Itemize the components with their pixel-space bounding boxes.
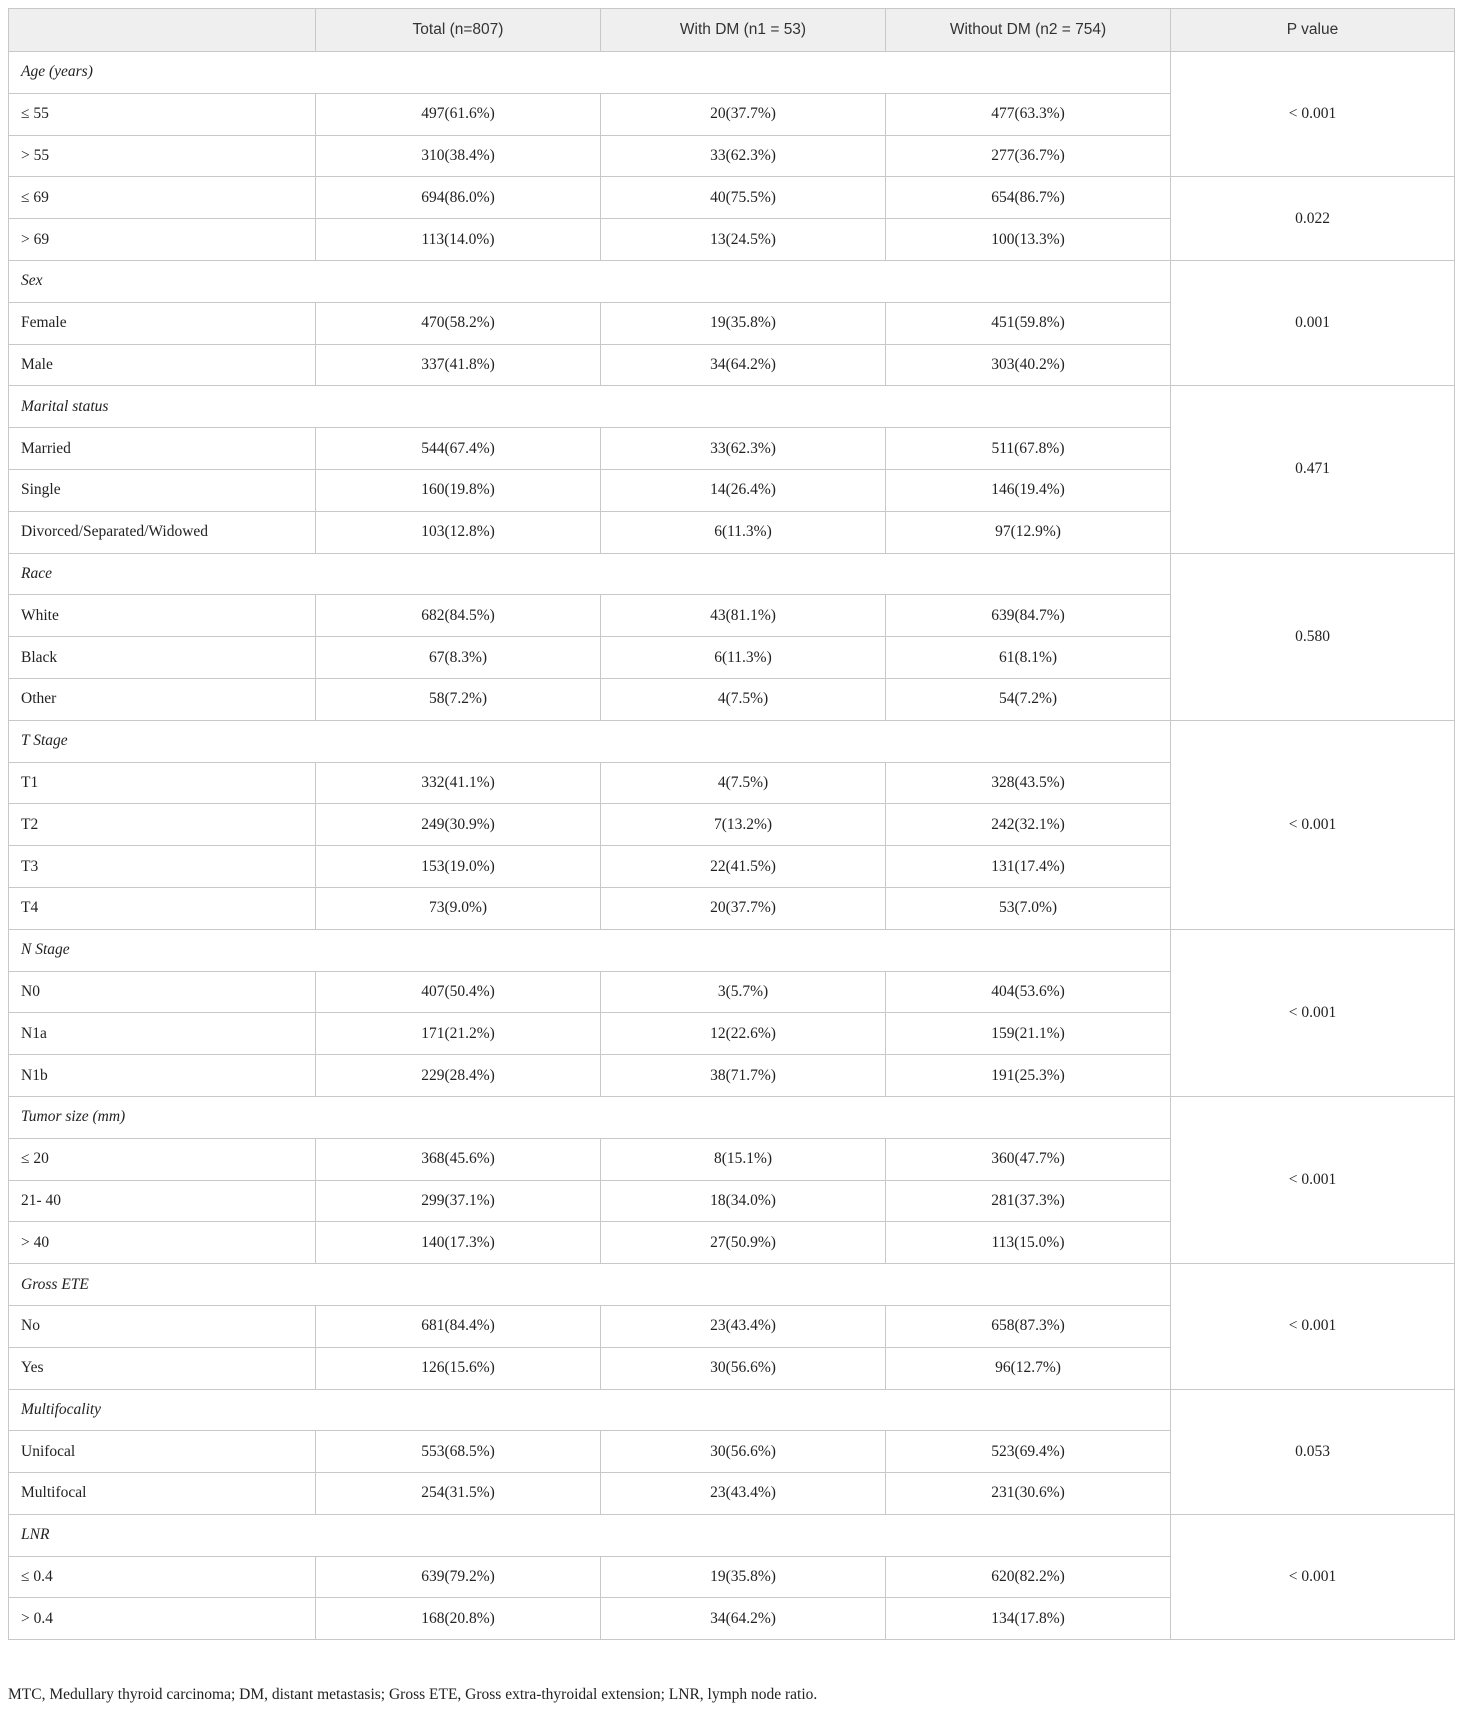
total-cell: 681(84.4%)	[316, 1305, 601, 1347]
row-label: Male	[9, 344, 316, 386]
p-value-cell: 0.053	[1171, 1389, 1455, 1514]
characteristics-table	[8, 8, 1455, 1640]
with-dm-cell: 30(56.6%)	[601, 1431, 886, 1473]
total-cell: 140(17.3%)	[316, 1222, 601, 1264]
row-label: Female	[9, 302, 316, 344]
group-label: LNR	[9, 1514, 1171, 1556]
row-label: Multifocal	[9, 1473, 316, 1515]
header-row	[9, 9, 1455, 52]
total-cell: 73(9.0%)	[316, 887, 601, 929]
row-label: Unifocal	[9, 1431, 316, 1473]
with-dm-cell: 43(81.1%)	[601, 595, 886, 637]
total-cell: 171(21.2%)	[316, 1013, 601, 1055]
without-dm-cell: 523(69.4%)	[886, 1431, 1171, 1473]
group-row	[9, 386, 1455, 428]
row-label: ≤ 0.4	[9, 1556, 316, 1598]
group-label: T Stage	[9, 720, 1171, 762]
row-label: 21- 40	[9, 1180, 316, 1222]
header-without-dm: Without DM (n2 = 754)	[886, 9, 1171, 52]
row-label: N1b	[9, 1055, 316, 1097]
without-dm-cell: 404(53.6%)	[886, 971, 1171, 1013]
without-dm-cell: 654(86.7%)	[886, 177, 1171, 219]
without-dm-cell: 360(47.7%)	[886, 1138, 1171, 1180]
with-dm-cell: 14(26.4%)	[601, 469, 886, 511]
group-label: N Stage	[9, 929, 1171, 971]
row-label: T2	[9, 804, 316, 846]
total-cell: 249(30.9%)	[316, 804, 601, 846]
header-total: Total (n=807)	[316, 9, 601, 52]
with-dm-cell: 3(5.7%)	[601, 971, 886, 1013]
row-label: T1	[9, 762, 316, 804]
with-dm-cell: 40(75.5%)	[601, 177, 886, 219]
row-label: Other	[9, 678, 316, 720]
row-label: N0	[9, 971, 316, 1013]
without-dm-cell: 328(43.5%)	[886, 762, 1171, 804]
without-dm-cell: 61(8.1%)	[886, 637, 1171, 679]
without-dm-cell: 242(32.1%)	[886, 804, 1171, 846]
with-dm-cell: 33(62.3%)	[601, 428, 886, 470]
total-cell: 497(61.6%)	[316, 93, 601, 135]
without-dm-cell: 451(59.8%)	[886, 302, 1171, 344]
with-dm-cell: 6(11.3%)	[601, 637, 886, 679]
group-row	[9, 720, 1455, 762]
p-value-cell: < 0.001	[1171, 720, 1455, 929]
total-cell: 254(31.5%)	[316, 1473, 601, 1515]
table-body	[9, 52, 1455, 1640]
total-cell: 407(50.4%)	[316, 971, 601, 1013]
p-value-cell: 0.001	[1171, 260, 1455, 385]
row-label: No	[9, 1305, 316, 1347]
without-dm-cell: 54(7.2%)	[886, 678, 1171, 720]
total-cell: 168(20.8%)	[316, 1598, 601, 1640]
row-label: Single	[9, 469, 316, 511]
total-cell: 103(12.8%)	[316, 511, 601, 553]
group-label: Multifocality	[9, 1389, 1171, 1431]
with-dm-cell: 18(34.0%)	[601, 1180, 886, 1222]
total-cell: 229(28.4%)	[316, 1055, 601, 1097]
total-cell: 368(45.6%)	[316, 1138, 601, 1180]
with-dm-cell: 6(11.3%)	[601, 511, 886, 553]
total-cell: 639(79.2%)	[316, 1556, 601, 1598]
total-cell: 299(37.1%)	[316, 1180, 601, 1222]
total-cell: 58(7.2%)	[316, 678, 601, 720]
with-dm-cell: 20(37.7%)	[601, 93, 886, 135]
row-label: T4	[9, 887, 316, 929]
row-label: > 40	[9, 1222, 316, 1264]
total-cell: 332(41.1%)	[316, 762, 601, 804]
row-label: > 0.4	[9, 1598, 316, 1640]
total-cell: 544(67.4%)	[316, 428, 601, 470]
group-label: Race	[9, 553, 1171, 595]
row-label: ≤ 20	[9, 1138, 316, 1180]
without-dm-cell: 134(17.8%)	[886, 1598, 1171, 1640]
total-cell: 113(14.0%)	[316, 219, 601, 261]
row-label: White	[9, 595, 316, 637]
without-dm-cell: 231(30.6%)	[886, 1473, 1171, 1515]
total-cell: 126(15.6%)	[316, 1347, 601, 1389]
without-dm-cell: 639(84.7%)	[886, 595, 1171, 637]
row-label: Yes	[9, 1347, 316, 1389]
without-dm-cell: 100(13.3%)	[886, 219, 1171, 261]
group-label: Age (years)	[9, 52, 1171, 94]
group-label: Marital status	[9, 386, 1171, 428]
group-row	[9, 52, 1455, 94]
with-dm-cell: 8(15.1%)	[601, 1138, 886, 1180]
without-dm-cell: 191(25.3%)	[886, 1055, 1171, 1097]
p-value-cell: < 0.001	[1171, 1264, 1455, 1389]
with-dm-cell: 23(43.4%)	[601, 1305, 886, 1347]
with-dm-cell: 12(22.6%)	[601, 1013, 886, 1055]
p-value-cell: 0.022	[1171, 177, 1455, 261]
without-dm-cell: 277(36.7%)	[886, 135, 1171, 177]
without-dm-cell: 303(40.2%)	[886, 344, 1171, 386]
with-dm-cell: 33(62.3%)	[601, 135, 886, 177]
group-row	[9, 1389, 1455, 1431]
total-cell: 153(19.0%)	[316, 846, 601, 888]
group-row	[9, 1264, 1455, 1306]
without-dm-cell: 97(12.9%)	[886, 511, 1171, 553]
row-label: T3	[9, 846, 316, 888]
group-label: Tumor size (mm)	[9, 1096, 1171, 1138]
without-dm-cell: 96(12.7%)	[886, 1347, 1171, 1389]
with-dm-cell: 7(13.2%)	[601, 804, 886, 846]
with-dm-cell: 13(24.5%)	[601, 219, 886, 261]
group-label: Sex	[9, 260, 1171, 302]
without-dm-cell: 281(37.3%)	[886, 1180, 1171, 1222]
p-value-cell: 0.471	[1171, 386, 1455, 553]
row-label: ≤ 55	[9, 93, 316, 135]
with-dm-cell: 34(64.2%)	[601, 344, 886, 386]
row-label: Married	[9, 428, 316, 470]
table-row	[9, 177, 1455, 219]
p-value-cell: < 0.001	[1171, 929, 1455, 1096]
with-dm-cell: 27(50.9%)	[601, 1222, 886, 1264]
total-cell: 160(19.8%)	[316, 469, 601, 511]
p-value-cell: < 0.001	[1171, 52, 1455, 177]
with-dm-cell: 38(71.7%)	[601, 1055, 886, 1097]
row-label: Divorced/Separated/Widowed	[9, 511, 316, 553]
row-label: Black	[9, 637, 316, 679]
without-dm-cell: 146(19.4%)	[886, 469, 1171, 511]
with-dm-cell: 22(41.5%)	[601, 846, 886, 888]
total-cell: 553(68.5%)	[316, 1431, 601, 1473]
total-cell: 310(38.4%)	[316, 135, 601, 177]
group-row	[9, 1096, 1455, 1138]
with-dm-cell: 4(7.5%)	[601, 678, 886, 720]
p-value-cell: 0.580	[1171, 553, 1455, 720]
total-cell: 67(8.3%)	[316, 637, 601, 679]
without-dm-cell: 159(21.1%)	[886, 1013, 1171, 1055]
group-row	[9, 1514, 1455, 1556]
header-with-dm: With DM (n1 = 53)	[601, 9, 886, 52]
header-label	[9, 9, 316, 52]
row-label: > 69	[9, 219, 316, 261]
table-header	[9, 9, 1455, 52]
header-p-value: P value	[1171, 9, 1455, 52]
total-cell: 337(41.8%)	[316, 344, 601, 386]
total-cell: 682(84.5%)	[316, 595, 601, 637]
without-dm-cell: 477(63.3%)	[886, 93, 1171, 135]
group-row	[9, 260, 1455, 302]
with-dm-cell: 23(43.4%)	[601, 1473, 886, 1515]
row-label: ≤ 69	[9, 177, 316, 219]
group-label: Gross ETE	[9, 1264, 1171, 1306]
p-value-cell: < 0.001	[1171, 1096, 1455, 1263]
with-dm-cell: 19(35.8%)	[601, 1556, 886, 1598]
without-dm-cell: 511(67.8%)	[886, 428, 1171, 470]
row-label: N1a	[9, 1013, 316, 1055]
with-dm-cell: 34(64.2%)	[601, 1598, 886, 1640]
with-dm-cell: 30(56.6%)	[601, 1347, 886, 1389]
without-dm-cell: 113(15.0%)	[886, 1222, 1171, 1264]
group-row	[9, 929, 1455, 971]
table-footnote: MTC, Medullary thyroid carcinoma; DM, distant metastasis; Gross ETE, Gross extra-thyroidal extension; LNR, lymph node ratio.	[8, 1686, 818, 1703]
row-label: > 55	[9, 135, 316, 177]
with-dm-cell: 20(37.7%)	[601, 887, 886, 929]
p-value-cell: < 0.001	[1171, 1514, 1455, 1639]
total-cell: 694(86.0%)	[316, 177, 601, 219]
without-dm-cell: 620(82.2%)	[886, 1556, 1171, 1598]
with-dm-cell: 4(7.5%)	[601, 762, 886, 804]
without-dm-cell: 53(7.0%)	[886, 887, 1171, 929]
without-dm-cell: 131(17.4%)	[886, 846, 1171, 888]
group-row	[9, 553, 1455, 595]
with-dm-cell: 19(35.8%)	[601, 302, 886, 344]
total-cell: 470(58.2%)	[316, 302, 601, 344]
without-dm-cell: 658(87.3%)	[886, 1305, 1171, 1347]
